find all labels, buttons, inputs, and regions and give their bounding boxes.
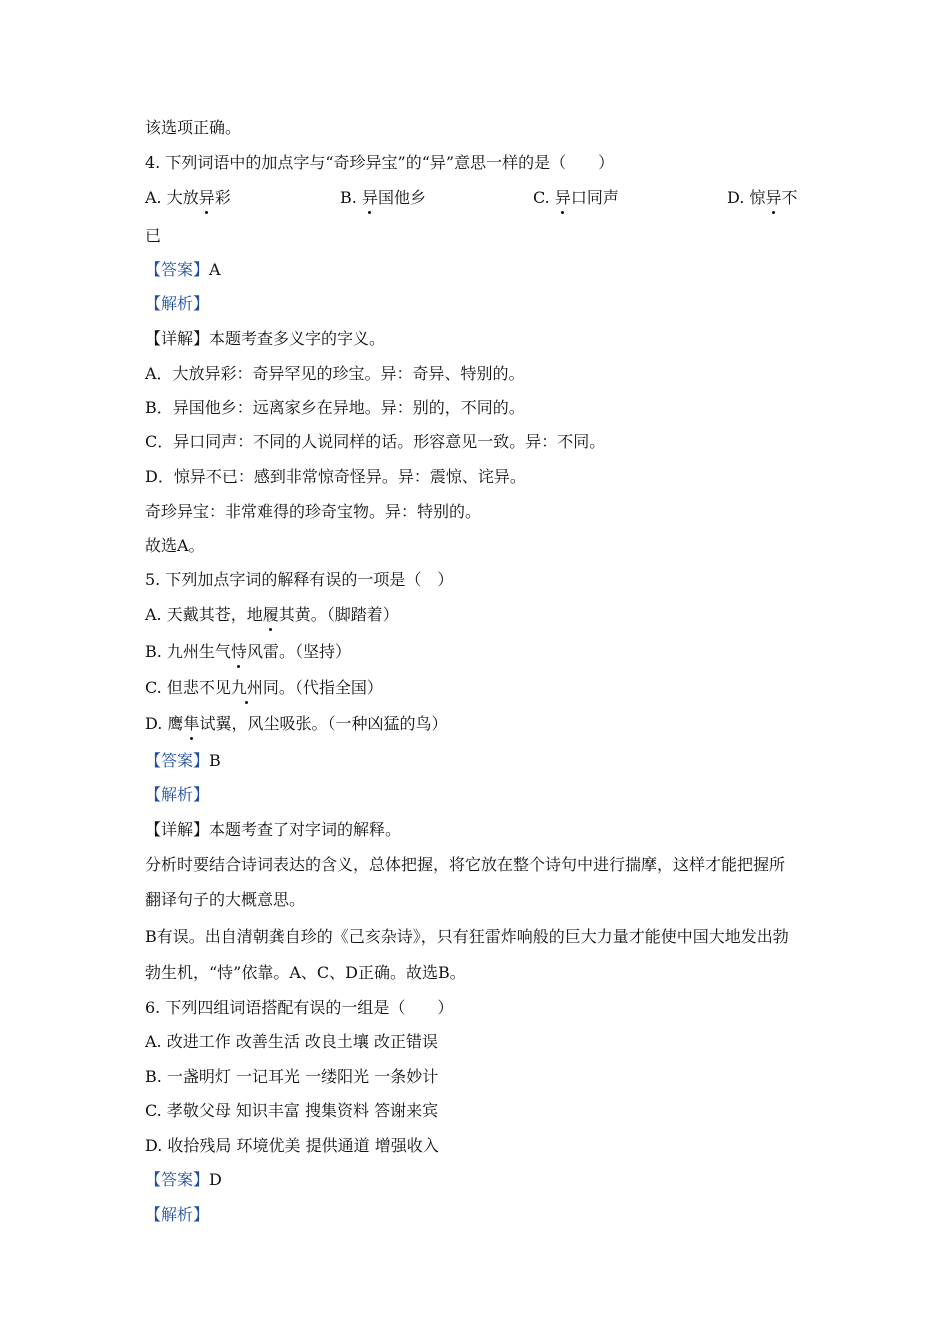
dotted-char: 异 [765,188,782,207]
dotted-char: 异 [198,188,215,207]
q5-detail-2: 分析时要结合诗词表达的含义，总体把握，将它放在整个诗句中进行揣摩，这样才能把握所 [145,855,786,874]
q4-stem-char: 异 [429,153,446,172]
q4-analysis [145,293,209,315]
q5-option-c [145,677,383,699]
answer-tag: 【答案】 [145,260,210,279]
q4-answer [145,259,221,281]
q4-option-a [145,187,231,209]
q4-option-b [340,187,426,209]
option-suffix: 试翼，风尘吸张。（一种凶猛的鸟） [199,714,448,733]
q4-detail-6: 奇珍异宝：非常难得的珍奇宝物。异：特别的。 [145,502,482,521]
option-suffix: 彩 [214,188,231,207]
q6-stem: 6. 下列四组词语搭配有误的一组是（ ） [145,998,454,1017]
detail-tag: 【详解】 [145,329,210,348]
analysis-tag: 【解析】 [145,294,210,313]
q6-analysis [145,1204,209,1226]
q6-option-d: D. 收拾残局 环境优美 提供通道 增强收入 [145,1136,439,1155]
q5-option-a [145,604,399,626]
detail-text: 本题考查了对字词的解释。 [209,820,402,839]
dotted-char: 异 [554,188,571,207]
q6-option-a: A. 改进工作 改善生活 改良土壤 改正错误 [145,1032,438,1051]
q4-detail-2: A．大放异彩：奇异罕见的珍宝。异：奇异、特别的。 [145,364,525,383]
detail-tag: 【详解】 [145,820,210,839]
answer-value: B [209,751,221,770]
option-prefix: D. 惊 [727,188,766,207]
dotted-char: 异 [361,188,378,207]
q5-detail-3: 翻译句子的大概意思。 [145,890,306,909]
q6-option-c: C. 孝敬父母 知识丰富 搜集资料 答谢来宾 [145,1101,439,1120]
analysis-tag: 【解析】 [145,1205,210,1224]
q4-stem-post: ”意思一样的是（ ） [445,153,615,172]
q4-detail-1 [145,328,385,350]
option-suffix: 不 [781,188,798,207]
q5-detail-5: 勃生机，“恃”依靠。A、C、D正确。故选B。 [145,963,466,982]
q5-detail-4: B有误。出自清朝龚自珍的《己亥杂诗》，只有狂雷炸响般的巨大力量才能使中国大地发出勃 [145,927,789,946]
option-prefix: C. 但悲不见 [145,678,231,697]
q4-detail-5: D．惊异不已：感到非常惊奇怪异。异：震惊、诧异。 [145,467,526,486]
previous-conclusion: 该选项正确。 [145,118,242,137]
option-suffix: 国他乡 [377,188,426,207]
q4-detail-7: 故选A。 [145,536,205,555]
option-prefix: B. 九州生气 [145,642,231,661]
q4-detail-3: B．异国他乡：远离家乡在异地。异：别的，不同的。 [145,398,525,417]
dotted-char: 恃 [230,642,247,661]
q4-detail-4: C．异口同声：不同的人说同样的话。形容意见一致。异：不同。 [145,432,606,451]
dotted-char: 九州 [230,678,263,697]
q4-option-d-wrap: 已 [145,226,162,245]
q5-analysis [145,784,209,806]
analysis-tag: 【解析】 [145,785,210,804]
q5-detail-1 [145,819,401,841]
option-prefix: B. [340,188,362,207]
option-suffix: 同。（代指全国） [262,678,383,697]
q5-option-d [145,713,447,735]
q4-stem-pre: 4. 下列词语中的加点字与“奇珍异宝”的“ [145,153,430,172]
q5-option-b [145,641,351,663]
dotted-char: 履 [262,605,279,624]
q5-answer [145,750,221,772]
detail-text: 本题考查多义字的字义。 [209,329,386,348]
answer-value: A [209,260,221,279]
option-prefix: D. 鹰 [145,714,184,733]
option-suffix: 风雷。（坚持） [246,642,351,661]
option-prefix: A. 天戴其苍，地 [145,605,263,624]
q4-option-c [533,187,619,209]
q4-option-d [727,187,797,209]
option-suffix: 其黄。（脚踏着） [278,605,399,624]
q6-option-b: B. 一盏明灯 一记耳光 一缕阳光 一条妙计 [145,1067,439,1086]
answer-tag: 【答案】 [145,1170,210,1189]
q5-stem: 5. 下列加点字词的解释有误的一项是（ ） [145,570,454,589]
option-prefix: C. [533,188,555,207]
dotted-char: 隼 [183,714,200,733]
option-prefix: A. 大放 [145,188,199,207]
q4-stem [145,152,614,174]
answer-value: D [209,1170,222,1189]
answer-tag: 【答案】 [145,751,210,770]
q6-answer [145,1169,222,1191]
option-suffix: 口同声 [570,188,619,207]
